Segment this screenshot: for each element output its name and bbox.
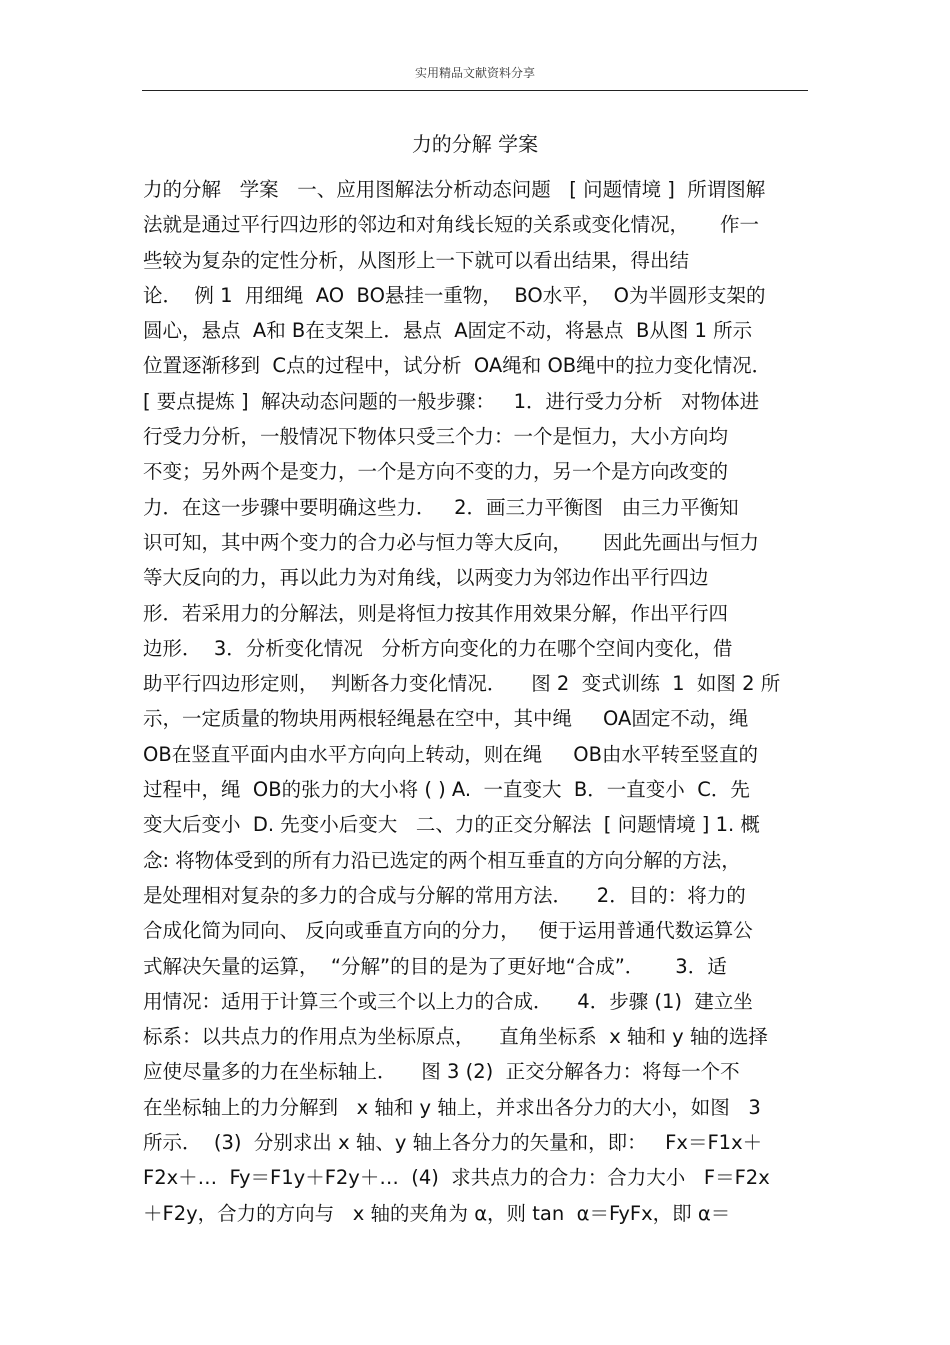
body-line: 所示． (3) 分别求出 x 轴、y 轴上各分力的矢量和，即： Fx＝F1x＋ (143, 1131, 763, 1155)
body-line: OB在竖直平面内由水平方向向上转动，则在绳 OB由水平转至竖直的 (143, 742, 758, 766)
body-line: 边形． 3．分析变化情况 分析方向变化的力在哪个空间内变化，借 (143, 636, 733, 660)
body-line: 示，一定质量的物块用两根轻绳悬在空中，其中绳 OA固定不动，绳 (143, 707, 749, 731)
body-line: 形．若采用力的分解法，则是将恒力按其作用效果分解，作出平行四 (143, 601, 729, 625)
body-line: 在坐标轴上的力分解到 x 轴和 y 轴上，并求出各分力的大小，如图 3 (143, 1095, 761, 1119)
body-line: [ 要点提炼 ] 解决动态问题的一般步骤： 1．进行受力分析 对物体进 (143, 389, 760, 413)
body-line: 力．在这一步骤中要明确这些力． 2．画三力平衡图 由三力平衡知 (143, 495, 739, 519)
body-line: 助平行四边形定则， 判断各力变化情况． 图 2 变式训练 1 如图 2 所 (143, 672, 781, 696)
body-text (143, 172, 811, 1231)
header-divider (142, 90, 808, 91)
body-line: 过程中，绳 OB的张力的大小将 ( ) A. 一直变大 B．一直变小 C．先 (143, 778, 750, 802)
body-line: 合成化简为同向、 反向或垂直方向的分力， 便于运用普通代数运算公 (143, 919, 753, 943)
body-line: 用情况：适用于计算三个或三个以上力的合成． 4．步骤 (1) 建立坐 (143, 989, 753, 1013)
body-line: 式解决矢量的运算， “分解”的目的是为了更好地“合成”． 3．适 (143, 954, 727, 978)
body-line: F2x＋… Fy＝F1y＋F2y＋… (4) 求共点力的合力：合力大小 F＝F2x (143, 1166, 770, 1190)
body-line: 法就是通过平行四边形的邻边和对角线长短的关系或变化情况， 作一 (143, 213, 759, 237)
body-line: 识可知，其中两个变力的合力必与恒力等大反向， 因此先画出与恒力 (143, 530, 759, 554)
body-line: 论． 例 1 用细绳 AO BO悬挂一重物， BO水平， O为半圆形支架的 (143, 283, 766, 307)
body-line: 行受力分析，一般情况下物体只受三个力：一个是恒力，大小方向均 (143, 425, 729, 449)
body-line: 力的分解 学案 一、应用图解法分析动态问题 [ 问题情境 ] 所谓图解 (143, 178, 766, 201)
body-line: 圆心，悬点 A和 B在支架上．悬点 A固定不动，将悬点 B从图 1 所示 (143, 319, 753, 343)
body-line: 不变；另外两个是变力，一个是方向不变的力，另一个是方向改变的 (143, 460, 729, 484)
body-line: 念: 将物体受到的所有力沿已选定的两个相互垂直的方向分解的方法， (143, 848, 741, 872)
running-header: 实用精品文献资料分享 (414, 66, 535, 80)
body-line: ＋F2y，合力的方向与 x 轴的夹角为 α，则 tan α＝FyFx，即 α＝ (143, 1201, 731, 1225)
body-line: 位置逐渐移到 C点的过程中，试分析 OA绳和 OB绳中的拉力变化情况． (143, 354, 772, 378)
body-line: 等大反向的力，再以此力为对角线，以两变力为邻边作出平行四边 (143, 566, 709, 590)
body-line: 应使尽量多的力在坐标轴上． 图 3 (2) 正交分解各力：将每一个不 (143, 1060, 740, 1084)
body-line: 些较为复杂的定性分析，从图形上一下就可以看出结果，得出结 (143, 248, 690, 272)
document-title: 力的分解 学案 (411, 132, 539, 156)
body-line: 是处理相对复杂的多力的合成与分解的常用方法． 2．目的：将力的 (143, 883, 746, 907)
body-line: 变大后变小 D. 先变小后变大 二、力的正交分解法 [ 问题情境 ] 1. 概 (143, 813, 760, 837)
body-line: 标系：以共点力的作用点为坐标原点， 直角坐标系 x 轴和 y 轴的选择 (143, 1025, 768, 1049)
